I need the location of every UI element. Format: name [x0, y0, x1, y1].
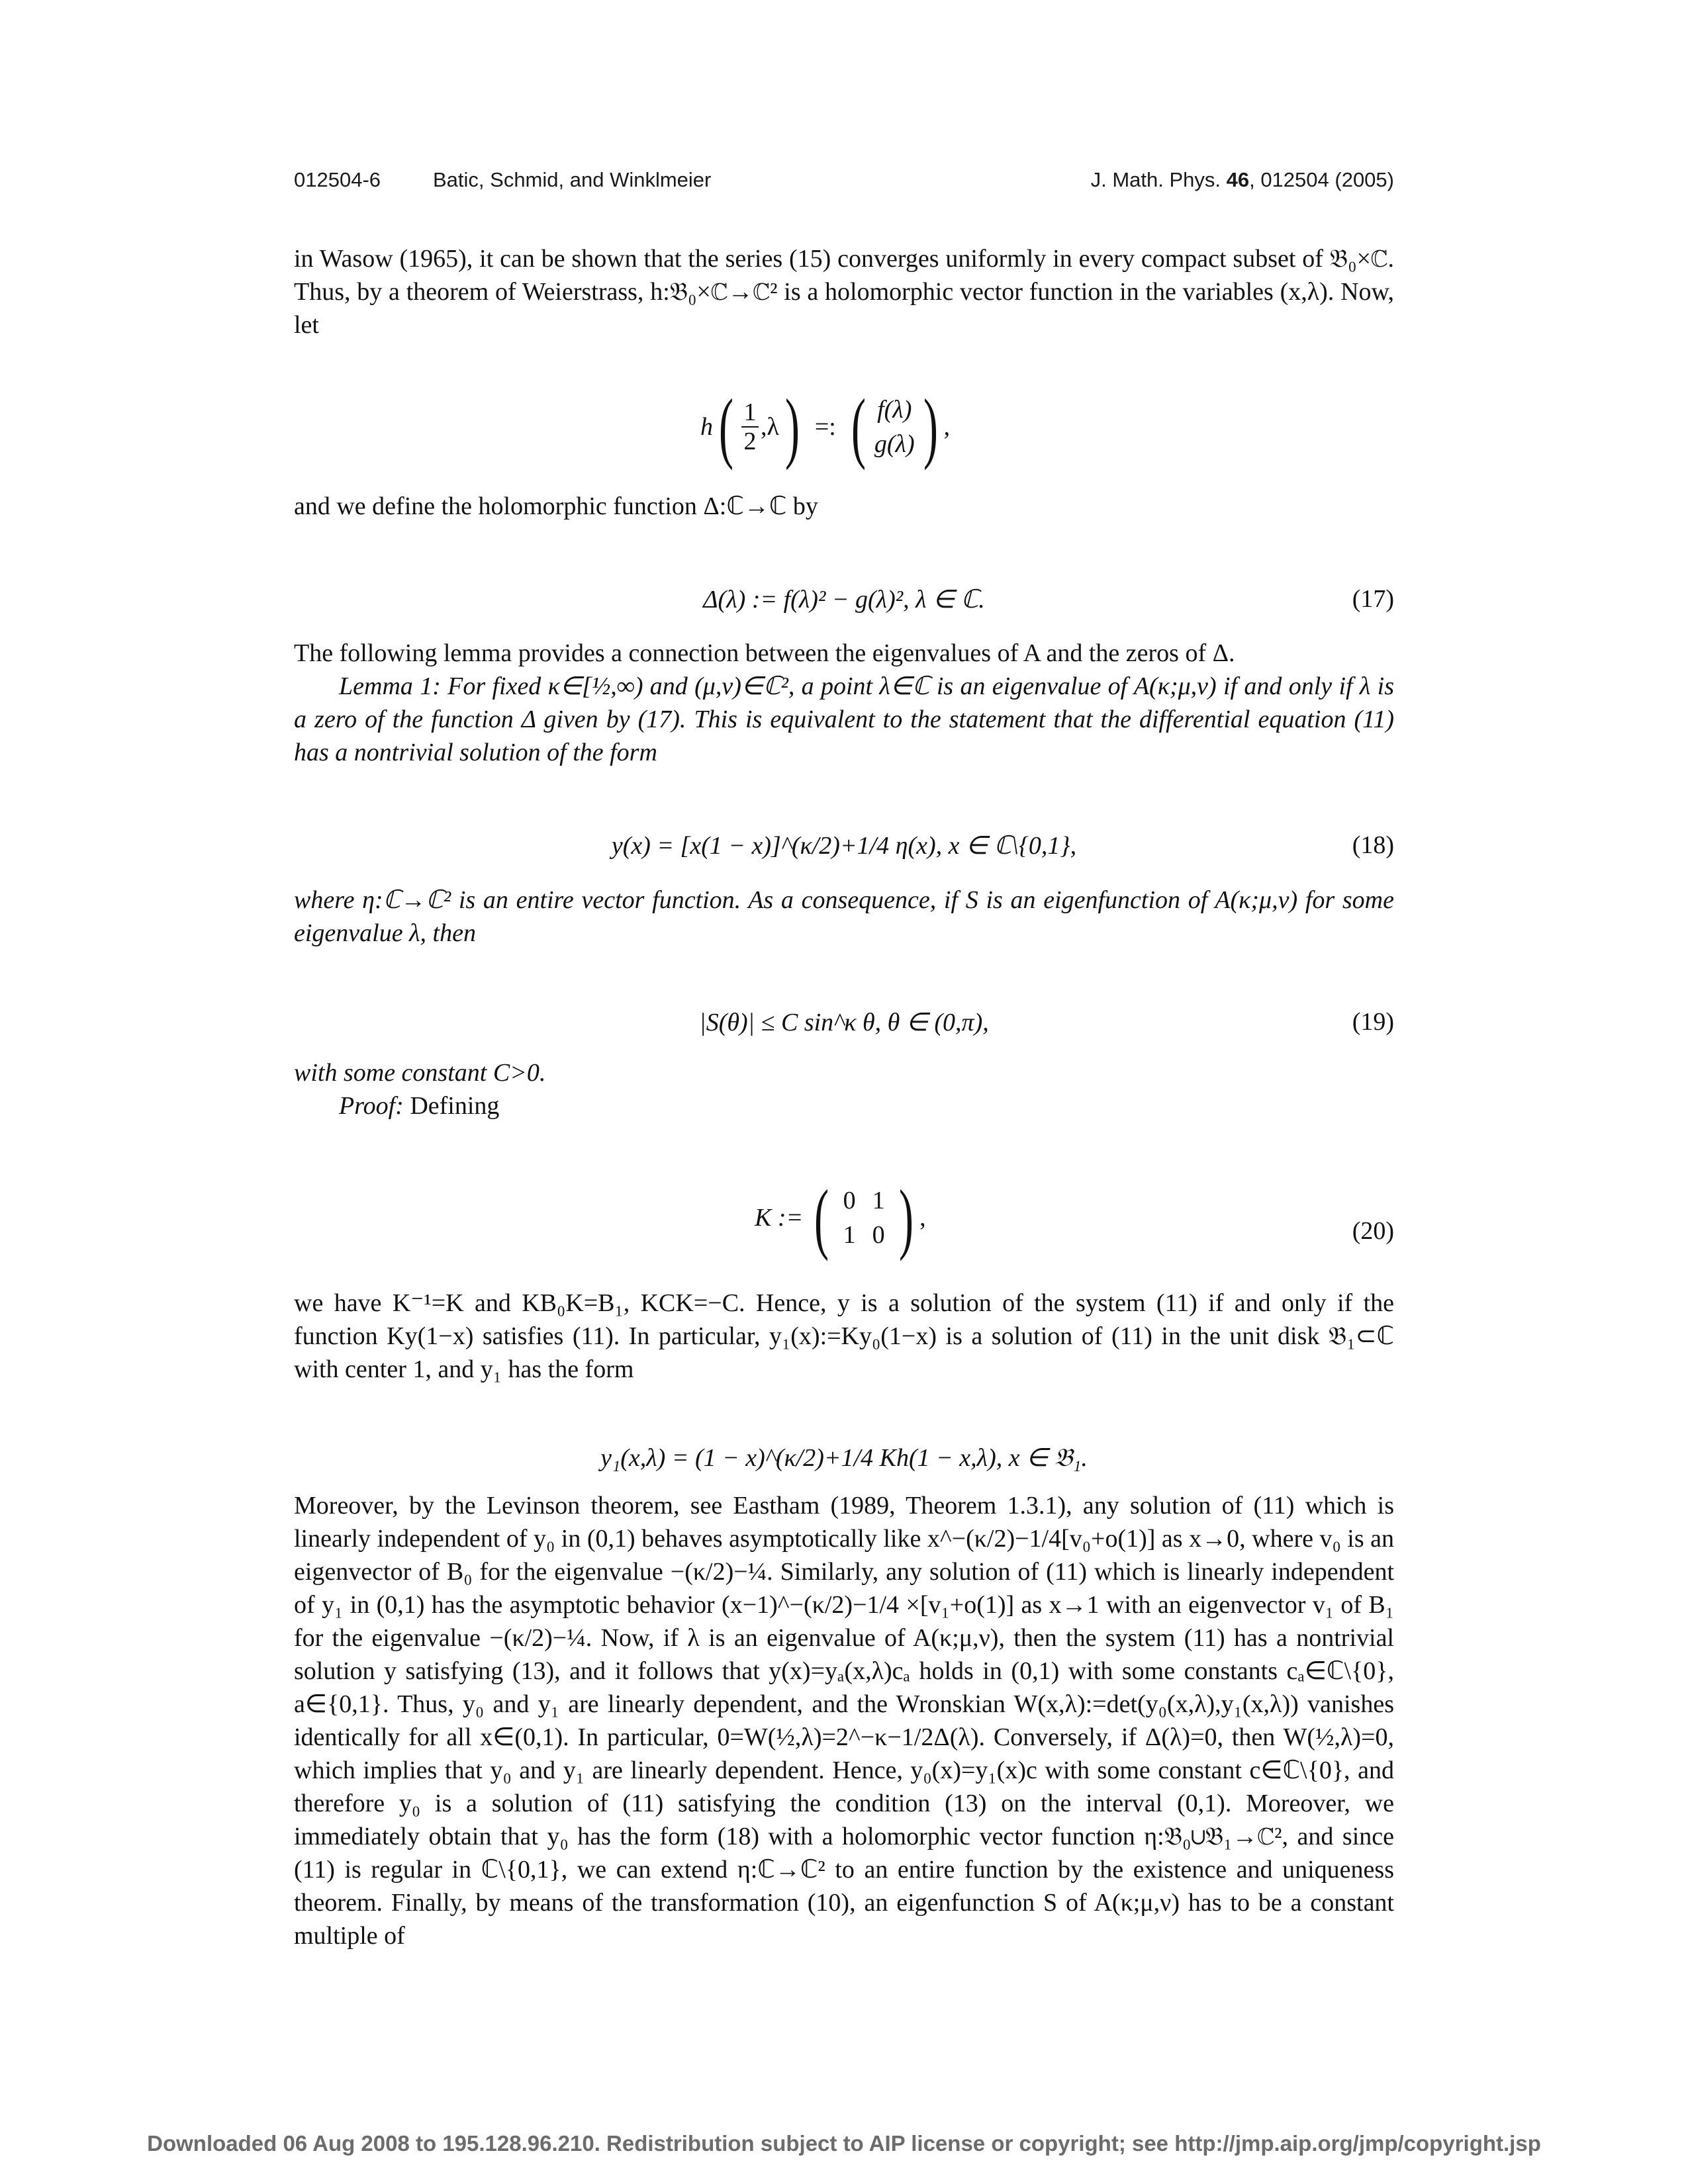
matrix-entry-11: 0 [843, 1187, 856, 1214]
matrix-entry-12: 1 [872, 1187, 885, 1214]
equation-18: y(x) = [x(1 − x)]^(κ/2)+1/4 η(x), x ∈ ℂ\{0,1}, [611, 832, 1077, 860]
fraction-one-half [741, 398, 759, 455]
paragraph-constant: with some constant C>0. [294, 1059, 546, 1087]
equation-number-20: (20) [1352, 1217, 1394, 1245]
equation-y1-form: y₁(x,λ) = (1 − x)^(κ/2)+1/4 Kh(1 − x,λ), x ∈ 𝔅₁. [600, 1444, 1088, 1472]
left-paren: ( [718, 383, 733, 471]
journal-suffix: , 012504 (2005) [1249, 168, 1394, 191]
paragraph-where: where η:ℂ→ℂ² is an entire vector function. As a consequence, if S is an eigenfunction of A(κ;μ,ν) for some eigenvalue λ, then [294, 886, 1394, 947]
equation-number-19: (19) [1352, 1008, 1394, 1036]
vector-right-paren: ) [923, 383, 938, 471]
paragraph-lemma-intro: The following lemma provides a connection between the eigenvalues of A and the zeros of Δ. [294, 639, 1235, 667]
equation-17: Δ(λ) := f(λ)² − g(λ)², λ ∈ ℂ. [703, 586, 985, 614]
matrix-entry-21: 1 [843, 1221, 856, 1249]
proof-text: Defining [403, 1092, 500, 1120]
equation-number-18: (18) [1352, 831, 1394, 859]
paragraph-define-delta: and we define the holomorphic function Δ:ℂ→ℂ by [294, 492, 818, 520]
fraction-denominator: 2 [743, 428, 757, 455]
matrix-k [835, 1183, 893, 1252]
journal-prefix: J. Math. Phys. [1090, 168, 1227, 191]
matrix-right-paren: ) [899, 1173, 914, 1261]
proof-opening [339, 1089, 1394, 1122]
running-authors: Batic, Schmid, and Winklmeier [433, 168, 712, 191]
defined-as-symbol: =: [814, 413, 836, 441]
journal-citation [1091, 168, 1394, 192]
equation-number-17: (17) [1352, 585, 1394, 613]
right-paren: ) [784, 383, 800, 471]
h-symbol: h [700, 413, 713, 441]
equation-h-definition [700, 383, 951, 471]
download-footer: Downloaded 06 Aug 2008 to 195.128.96.210. Redistribution subject to AIP license or copyright; see http://jmp.aip.org/jmp/copyright.jsp [147, 2131, 1541, 2156]
equation-20-comma: , [919, 1204, 926, 1232]
equation-trailing-comma: , [943, 413, 951, 441]
vector-bottom-entry: g(λ) [874, 430, 915, 458]
vector-left-paren: ( [851, 383, 866, 471]
paragraph-intro: in Wasow (1965), it can be shown that the series (15) converges uniformly in every compact subset of 𝔅₀×ℂ. Thus, by a theorem of Weierstrass, h:𝔅₀×ℂ→ℂ² is a holomorphic vector function in the variables (x,λ). Now, let [294, 245, 1394, 339]
journal-volume: 46 [1226, 168, 1250, 191]
lemma-1: Lemma 1: For fixed κ∈[½,∞) and (μ,ν)∈ℂ², a point λ∈ℂ is an eigenvalue of A(κ;μ,ν) if and only if λ is a zero of the function Δ given by (17). This is equivalent to the statement that the differential equation (11) has a nontrivial solution of the form [294, 672, 1394, 766]
paragraph-levinson: Moreover, by the Levinson theorem, see Eastham (1989, Theorem 1.3.1), any solution of (11) which is linearly independent of y₀ in (0,1) behaves asymptotically like x^−(κ/2)−1/4[v₀+o(1)] as x→0, where v₀ is an eigenvector of B₀ for the eigenvalue −(κ/2)−¼. Similarly, any solution of (11) which is linearly independent of y₁ in (0,1) has the asymptotic behavior (x−1)^−(κ/2)−1/4 ×[v₁+o(1)] as x→1 with an eigenvector v₁ of B₁ for the eigenvalue −(κ/2)−¼. Now, if λ is an eigenvalue of A(κ;μ,ν), then the system (11) has a nontrivial solution y satisfying (13), and it follows that y(x)=yₐ(x,λ)cₐ holds in (0,1) with some constants cₐ∈ℂ\{0}, a∈{0,1}. Thus, y₀ and y₁ are linearly dependent, and the Wronskian W(x,λ):=det(y₀(x,λ),y₁(x,λ)) vanishes identically for all x∈(0,1). In particular, 0=W(½,λ)=2^−κ−1/2Δ(λ). Conversely, if Δ(λ)=0, then W(½,λ)=0, which implies that y₀ and y₁ are linearly dependent. Hence, y₀(x)=y₁(x)c with some constant c∈ℂ\{0}, and therefore y₀ is a solution of (11) satisfying the condition (13) on the interval (0,1). Moreover, we immediately obtain that y₀ has the form (18) with a holomorphic vector function η:𝔅₀∪𝔅₁→ℂ², and since (11) is regular in ℂ\{0,1}, we can extend η:ℂ→ℂ² to an entire function by the existence and uniqueness theorem. Finally, by means of the transformation (10), an eigenfunction S of A(κ;μ,ν) has to be a constant multiple of [294, 1492, 1394, 1950]
matrix-entry-22: 0 [872, 1221, 885, 1249]
matrix-left-paren: ( [814, 1173, 829, 1261]
equation-19: |S(θ)| ≤ C sin^κ θ, θ ∈ (0,π), [699, 1009, 989, 1036]
equation-20 [755, 1173, 926, 1261]
article-number: 012504-6 [294, 168, 381, 191]
fraction-numerator: 1 [743, 398, 757, 426]
h-second-argument: ,λ [760, 413, 779, 441]
paragraph-k-properties: we have K⁻¹=K and KB₀K=B₁, KCK=−C. Hence, y is a solution of the system (11) if and only if the function Ky(1−x) satisfies (11). In particular, y₁(x):=Ky₀(1−x) is a solution of (11) in the unit disk 𝔅₁⊂ℂ with center 1, and y₁ has the form [294, 1289, 1394, 1383]
vector-entries [874, 392, 915, 461]
k-definition-lhs: K := [755, 1204, 804, 1232]
proof-label: Proof: [339, 1092, 404, 1120]
vector-top-entry: f(λ) [877, 396, 912, 424]
